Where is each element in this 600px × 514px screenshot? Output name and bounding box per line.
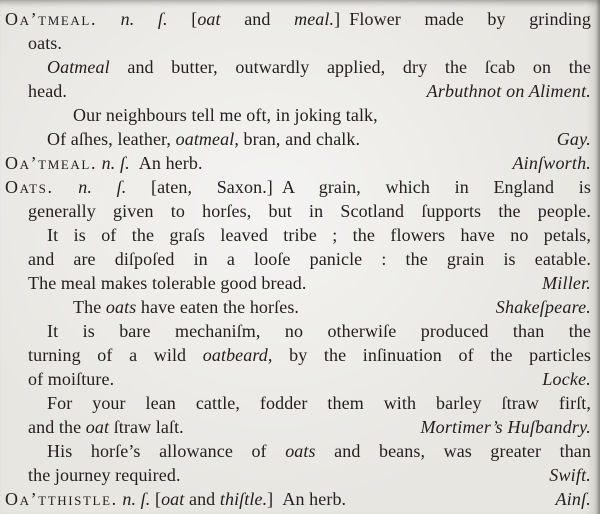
text-segment: It is of the graſs leaved tribe ; the flowers have no petals, <box>47 225 591 245</box>
text-segment: the journey required. <box>28 465 181 485</box>
headword: Oats. <box>5 177 54 197</box>
text-segment: and <box>184 489 220 509</box>
text-line <box>5 223 594 247</box>
text-line <box>5 319 594 343</box>
attribution: Ainſ. <box>555 489 591 509</box>
headword: Oa’tthistle. <box>5 489 118 509</box>
text-segment: oatbeard <box>202 345 268 365</box>
text-segment: oatmeal <box>175 129 235 149</box>
text-segment: head. <box>28 81 67 101</box>
text-segment: [ <box>150 489 162 509</box>
text-segment: ] An herb. <box>267 489 347 509</box>
text-line <box>5 199 594 223</box>
text-segment: It is bare mechaniſm, no otherwiſe produced than the <box>47 321 591 341</box>
text-segment <box>54 177 79 197</box>
text-segment: oat <box>85 417 110 437</box>
text-line <box>5 415 594 439</box>
attribution: Ainſworth. <box>512 153 591 173</box>
text-line <box>5 439 594 463</box>
text-segment: and the <box>28 417 86 437</box>
text-segment: meal. <box>294 9 335 29</box>
text-segment: of moiſture. <box>28 369 115 389</box>
text-segment: oat <box>161 489 185 509</box>
text-segment: The <box>73 297 106 317</box>
text-segment <box>97 9 121 29</box>
text-segment: and are diſpoſed in a looſe panicle : the grain is eatable. <box>28 249 591 269</box>
text-segment: oat <box>197 9 221 29</box>
text-line <box>5 247 594 271</box>
text-line <box>5 391 594 415</box>
text-segment: For your lean cattle, fodder them with barley ſtraw firſt, <box>47 393 591 413</box>
text-segment: Our neighbours tell me oft, in joking talk, <box>73 105 378 125</box>
headword: Oa’tmeal. <box>5 9 98 29</box>
attribution: Gay. <box>556 129 591 149</box>
attribution: Mortimer’s Huſbandry. <box>420 417 591 437</box>
text-segment: , bran, and chalk. <box>234 129 361 149</box>
attribution: Miller. <box>542 273 591 293</box>
text-segment: oats <box>105 297 137 317</box>
text-segment: n. ſ. <box>122 489 151 509</box>
text-segment: and butter, outwardly applied, dry the ſcab on the <box>109 57 591 77</box>
text-segment: ] Flower made by grinding <box>334 9 591 29</box>
text-line <box>5 271 594 295</box>
attribution: Locke. <box>542 369 591 389</box>
text-segment: n. ſ. <box>120 9 168 29</box>
text-line <box>5 295 594 319</box>
text-line <box>5 151 594 175</box>
text-segment: [ <box>167 9 198 29</box>
text-line <box>5 343 594 367</box>
text-line <box>5 127 594 151</box>
text-segment: , by the inſinuation of the particles <box>267 345 592 365</box>
text-segment: An herb. <box>129 153 203 173</box>
text-line <box>5 7 594 31</box>
attribution: Arbuthnot on Aliment. <box>426 81 591 101</box>
text-segment: have eaten the horſes. <box>136 297 300 317</box>
text-segment: n. ſ. <box>101 153 130 173</box>
text-segment: Of aſhes, leather, <box>47 129 176 149</box>
text-segment: and <box>220 9 295 29</box>
text-segment: n. ſ. <box>78 177 127 197</box>
text-segment: thiſtle. <box>219 489 268 509</box>
text-line <box>5 103 594 127</box>
text-segment: [aten, Saxon.] A grain, which in England is <box>126 177 591 197</box>
text-line <box>5 487 594 511</box>
headword: Oa’tmeal. <box>5 153 98 173</box>
text-segment: oats <box>285 441 316 461</box>
attribution: Swift. <box>549 465 591 485</box>
text-segment: and beans, was greater than <box>315 441 592 461</box>
text-segment: generally given to horſes, but in Scotland ſupports the people. <box>28 201 591 221</box>
text-line <box>5 175 594 199</box>
text-segment: turning of a wild <box>28 345 203 365</box>
text-line <box>5 367 594 391</box>
text-segment: oats. <box>28 33 62 53</box>
text-line <box>5 55 594 79</box>
text-segment: The meal makes tolerable good bread. <box>28 273 307 293</box>
text-segment: Oatmeal <box>47 57 110 77</box>
text-segment: ſtraw laſt. <box>109 417 184 437</box>
text-line <box>5 79 594 103</box>
attribution: Shakeſpeare. <box>495 297 591 317</box>
text-line <box>5 463 594 487</box>
text-line <box>5 31 594 55</box>
text-segment: His horſe’s allowance of <box>47 441 286 461</box>
